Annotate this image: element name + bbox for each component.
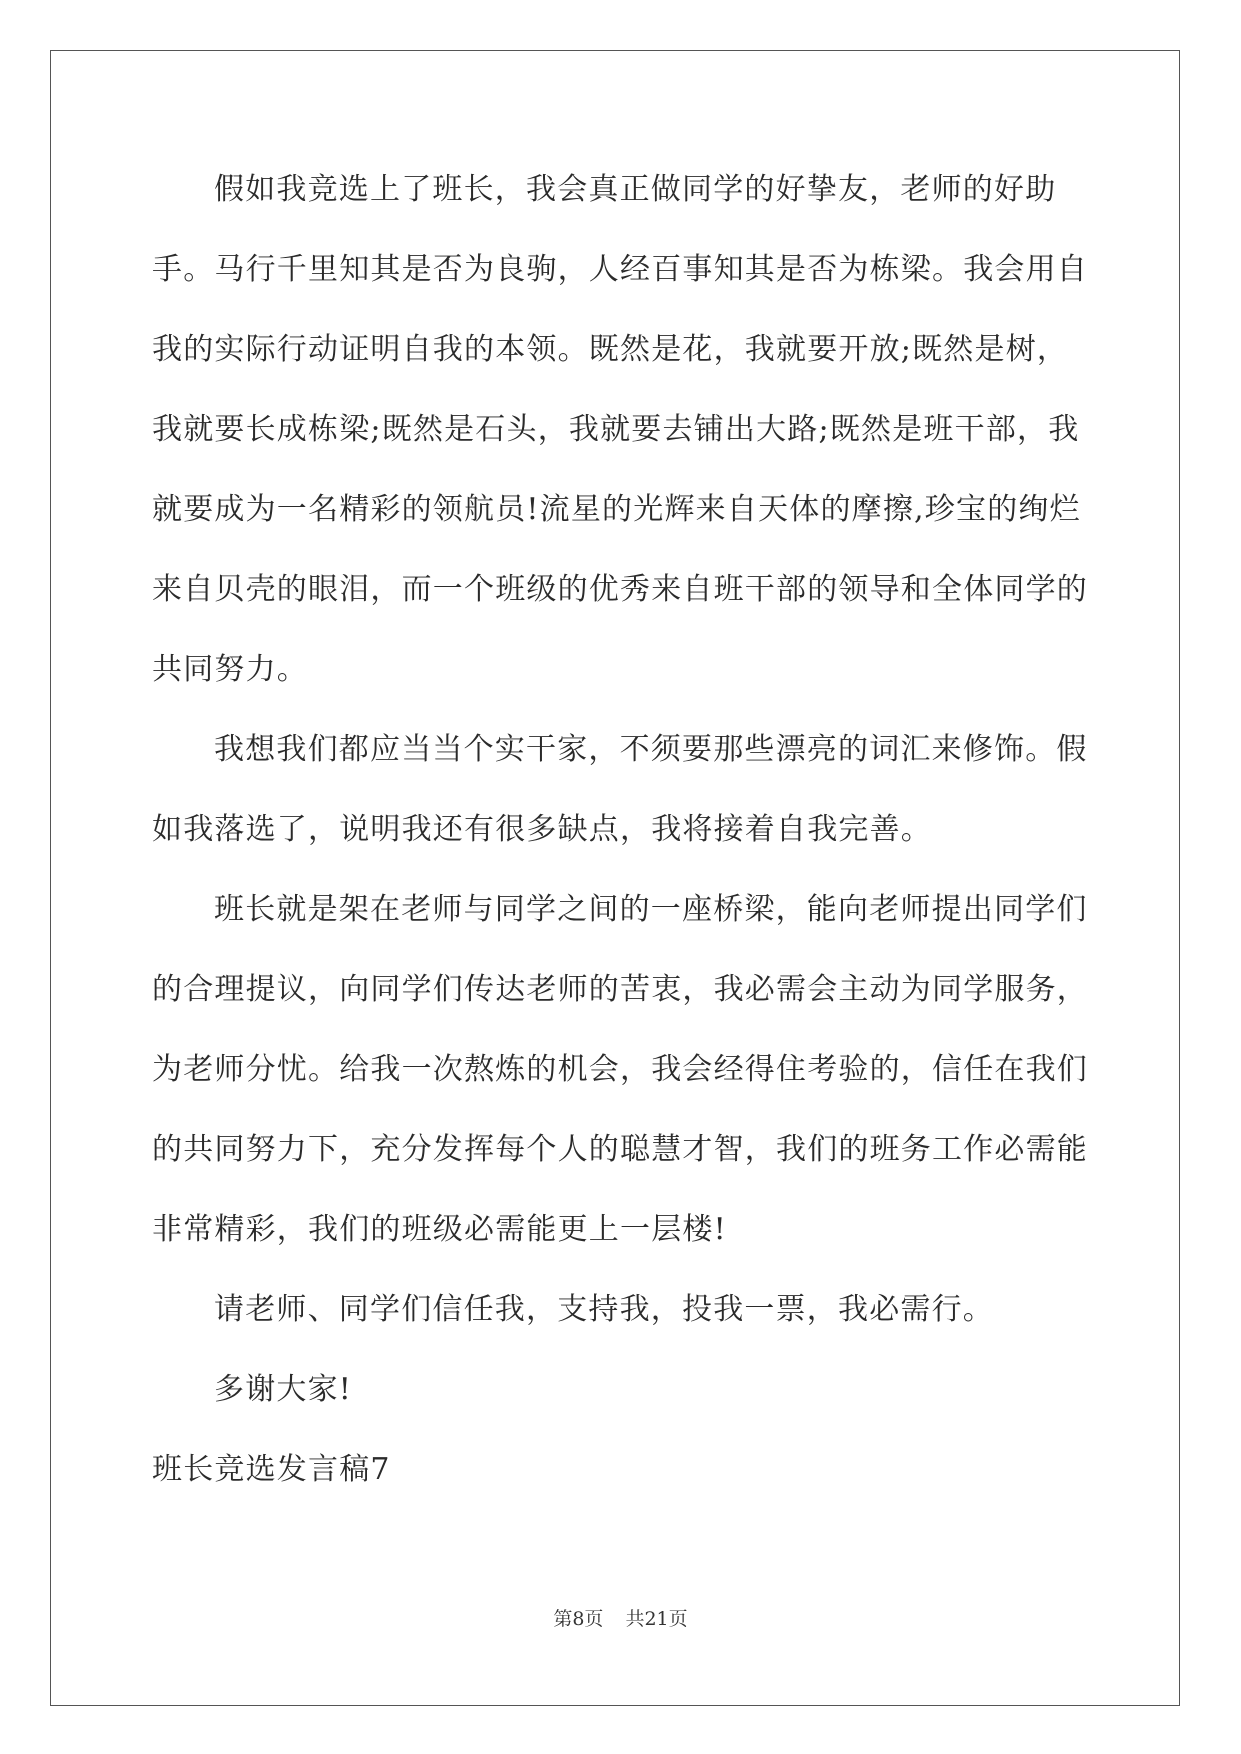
- page-number-current: 第8页: [553, 1608, 604, 1630]
- page-footer: [0, 1604, 1241, 1631]
- page-number-total: 共21页: [625, 1608, 688, 1630]
- paragraph-4: 请老师、同学们信任我，支持我，投我一票，我必需行。: [214, 1292, 994, 1327]
- document-body: [152, 150, 1092, 1510]
- paragraph-2: 我想我们都应当当个实干家，不须要那些漂亮的词汇来修饰。假如我落选了，说明我还有很多缺点，我将接着自我完善。: [152, 732, 1088, 847]
- section-heading: 班长竞选发言稿7: [152, 1452, 391, 1487]
- paragraph-5: 多谢大家!: [214, 1372, 353, 1407]
- paragraph-3: 班长就是架在老师与同学之间的一座桥梁，能向老师提出同学们的合理提议，向同学们传达老师的苦衷，我必需会主动为同学服务，为老师分忧。给我一次熬炼的机会，我会经得住考验的，信任在我们的共同努力下，充分发挥每个人的聪慧才智，我们的班务工作必需能非常精彩，我们的班级必需能更上一层楼!: [152, 892, 1088, 1247]
- paragraph-1: 假如我竞选上了班长，我会真正做同学的好挚友，老师的好助手。马行千里知其是否为良驹，人经百事知其是否为栋梁。我会用自我的实际行动证明自我的本领。既然是花，我就要开放;既然是树，我就要长成栋梁;既然是石头，我就要去铺出大路;既然是班干部，我就要成为一名精彩的领航员!流星的光辉来自天体的摩擦,珍宝的绚烂来自贝壳的眼泪，而一个班级的优秀来自班干部的领导和全体同学的共同努力。: [152, 172, 1088, 687]
